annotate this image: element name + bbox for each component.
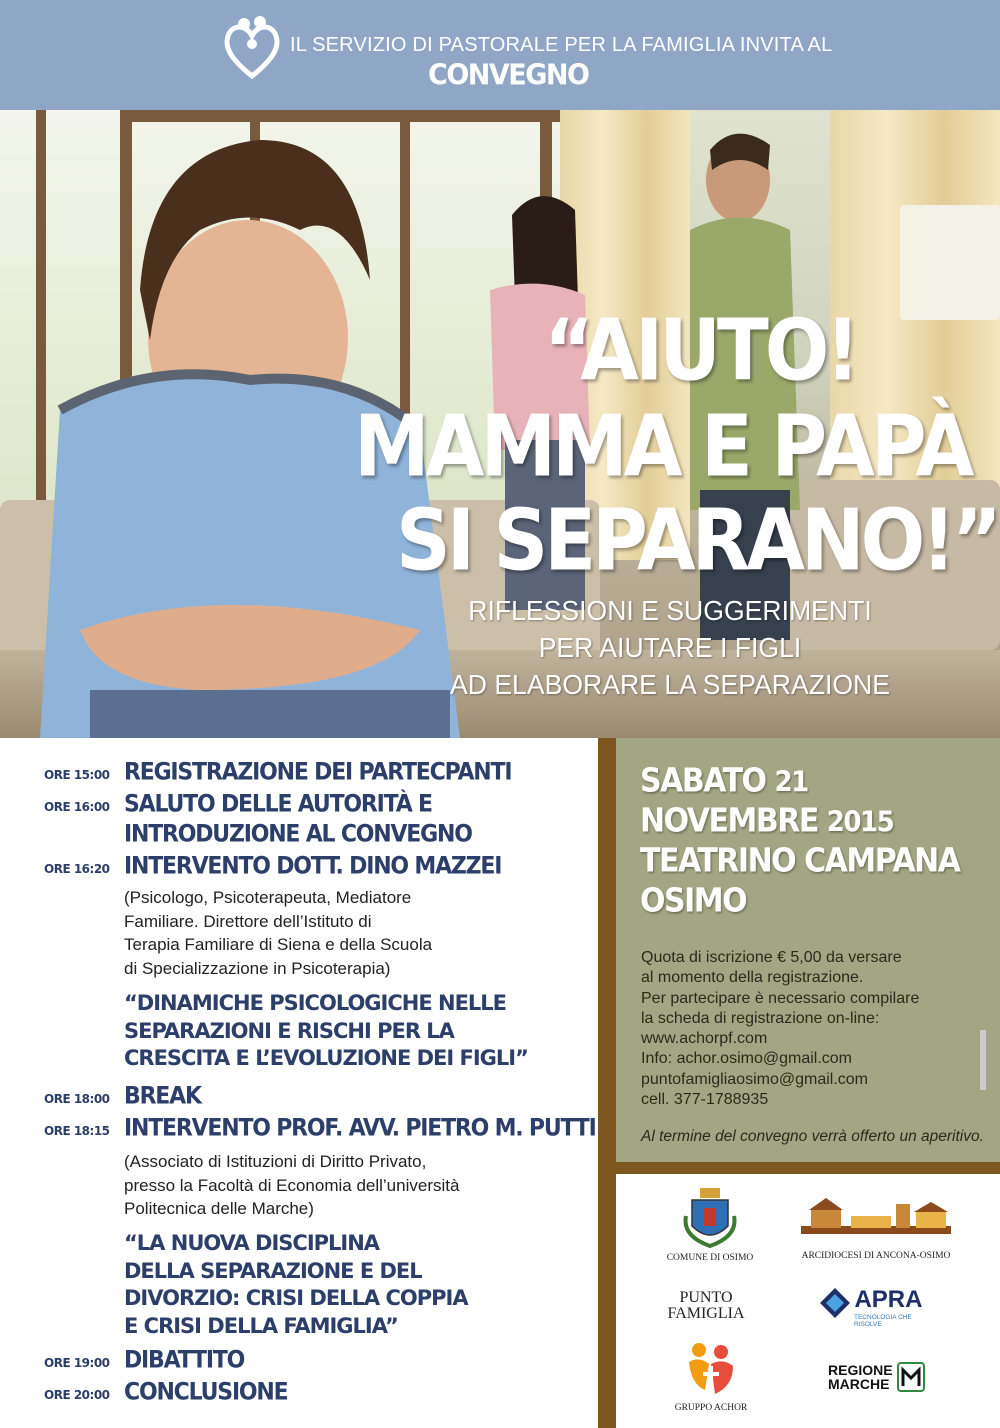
program-time: ORE 20:00 (44, 1388, 110, 1402)
regione-marche-emblem-icon (897, 1362, 925, 1392)
headline-line-1: “AIUTO! (544, 300, 857, 400)
website-link[interactable]: www.achorpf.com (641, 1030, 768, 1048)
event-month: NOVEMBRE (640, 802, 818, 841)
info-line: la scheda di registrazione on-line: (641, 1009, 880, 1027)
header-band (0, 0, 1000, 110)
program-title: INTERVENTO DOTT. DINO MAZZEI (124, 852, 502, 881)
event-weekday: SABATO (640, 762, 766, 801)
info-line: Per partecipare è necessario compilare (641, 989, 920, 1007)
subtitle-line-1: RIFLESSIONI E SUGGERIMENTI (468, 595, 872, 626)
aperitivo-note: Al termine del convegno verrà offerto un aperitivo. (641, 1128, 984, 1145)
desc-line: Terapia Familiare di Siena e della Scuola (124, 935, 433, 954)
talk-title (124, 990, 528, 1073)
headline-line-3: SI SEPARANO!” (396, 490, 998, 590)
church-skyline-icon (801, 1196, 951, 1246)
program-time: ORE 19:00 (44, 1356, 110, 1370)
comune-osimo-logo (660, 1186, 760, 1263)
header-invite-text: IL SERVIZIO DI PASTORALE PER LA FAMIGLIA INVITA AL (290, 34, 833, 56)
program-time: ORE 16:00 (44, 800, 110, 814)
info-line: Quota di iscrizione € 5,00 da versare (641, 949, 902, 966)
desc-line: presso la Facoltà di Economia dell’università (124, 1175, 460, 1195)
punto-famiglia-logo (656, 1290, 756, 1322)
regione-line-2: MARCHE (828, 1376, 890, 1392)
speaker-description (124, 886, 432, 980)
apra-diamond-icon (820, 1288, 850, 1318)
desc-line: Politecnica delle Marche) (124, 1199, 314, 1218)
info-line: al momento della registrazione. (641, 969, 864, 987)
email-link[interactable]: puntofamigliaosimo@gmail.com (641, 1070, 868, 1088)
apra-tagline: TECNOLOGIA CHE RISOLVE (854, 1313, 912, 1328)
desc-line: (Associato di Istituzioni di Diritto Privato, (124, 1152, 427, 1171)
subtitle (442, 592, 898, 703)
talk-title-line: “DINAMICHE PSICOLOGICHE NELLE (124, 991, 507, 1015)
comune-caption: COMUNE DI OSIMO (666, 1253, 754, 1263)
program-time: ORE 18:00 (44, 1092, 110, 1106)
talk-title-line: E CRISI DELLA FAMIGLIA” (124, 1313, 398, 1338)
event-year: 2015 (826, 806, 894, 840)
regione-marche-logo (828, 1362, 938, 1392)
achor-people-icon (681, 1340, 741, 1398)
talk-title-line: DELLA SEPARAZIONE E DEL (124, 1258, 422, 1283)
city-crest-icon (680, 1186, 740, 1248)
program-time: ORE 15:00 (44, 768, 110, 782)
subtitle-line-2: PER AIUTARE I FIGLI (538, 632, 802, 663)
program-title: REGISTRAZIONE DEI PARTECPANTI (124, 758, 512, 787)
header-event-type: CONVEGNO (428, 59, 589, 92)
hero-photo (0, 110, 1000, 738)
event-venue: TEATRINO CAMPANA (640, 842, 960, 881)
regione-line-1: REGIONE (828, 1362, 893, 1378)
program-title: CONCLUSIONE (124, 1378, 288, 1407)
talk-title-line: DIVORZIO: CRISI DELLA COPPIA (124, 1286, 468, 1310)
arcidiocesi-logo (796, 1196, 956, 1261)
program-time: ORE 18:15 (44, 1124, 110, 1138)
desc-line: Familiare. Direttore dell’Istituto di (124, 911, 372, 931)
printer-credit-mark (976, 1030, 990, 1090)
registration-info (641, 948, 991, 1110)
event-day-number: 21 (774, 766, 808, 800)
talk-title (124, 1230, 468, 1340)
family-hearts-logo-icon (222, 14, 282, 80)
desc-line: (Psicologo, Psicoterapeuta, Mediatore (124, 888, 412, 907)
apra-text: APRA (854, 1286, 923, 1313)
program-title: BREAK (124, 1082, 201, 1111)
subtitle-line-3: AD ELABORARE LA SEPARAZIONE (449, 669, 891, 700)
talk-title-line: “LA NUOVA DISCIPLINA (124, 1231, 380, 1255)
program-title: SALUTO DELLE AUTORITÀ E (124, 790, 432, 819)
desc-line: di Specializzazione in Psicoterapia) (124, 958, 391, 978)
program-title: INTERVENTO PROF. AVV. PIETRO M. PUTTI (124, 1114, 596, 1143)
headline-line-2: MAMMA E PAPÀ (354, 396, 971, 496)
program-title: DIBATTITO (124, 1346, 245, 1375)
event-city: OSIMO (640, 882, 747, 921)
phone-number: cell. 377-1788935 (641, 1091, 769, 1109)
speaker-description (124, 1150, 459, 1221)
event-month-year (640, 802, 893, 841)
gruppo-achor-logo (656, 1340, 766, 1413)
punto-famiglia-line-2: FAMIGLIA (667, 1305, 745, 1322)
program-time: ORE 16:20 (44, 862, 110, 876)
sponsor-logos (616, 1174, 1000, 1428)
program-schedule (0, 738, 598, 1428)
arcidiocesi-caption: ARCIDIOCESI DI ANCONA-OSIMO (801, 1251, 951, 1261)
punto-famiglia-line-1: PUNTO (679, 1289, 733, 1306)
email-link[interactable]: Info: achor.osimo@gmail.com (641, 1050, 852, 1068)
talk-title-line: SEPARAZIONI E RISCHI PER LA (124, 1018, 454, 1043)
apra-logo (820, 1286, 930, 1328)
talk-title-line: CRESCITA E L’EVOLUZIONE DEI FIGLI” (124, 1046, 528, 1070)
gruppo-achor-caption: GRUPPO ACHOR (674, 1403, 748, 1413)
program-title-cont: INTRODUZIONE AL CONVEGNO (124, 820, 472, 849)
event-info-panel (616, 738, 1000, 1162)
event-day (640, 762, 808, 801)
